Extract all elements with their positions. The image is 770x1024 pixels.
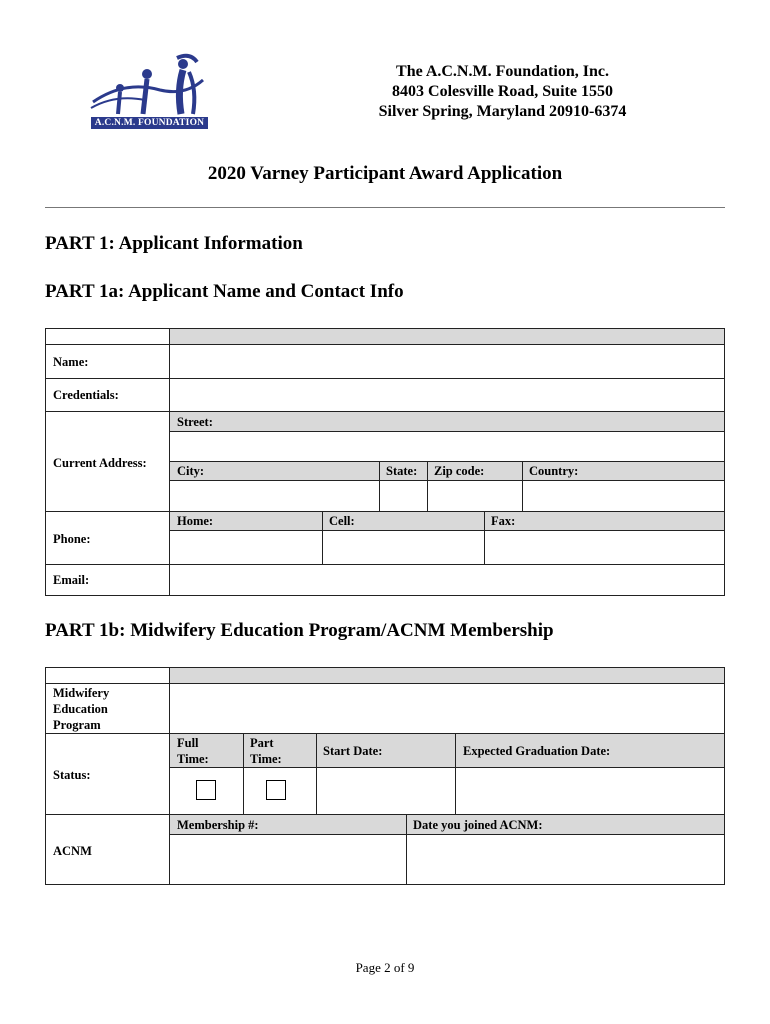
street-field[interactable]	[171, 433, 723, 460]
name-field[interactable]	[171, 346, 723, 377]
program-label-line1: Midwifery	[53, 686, 110, 700]
org-name: The A.C.N.M. Foundation, Inc.	[396, 63, 609, 80]
phone-header-shade	[170, 512, 725, 530]
city-field[interactable]	[171, 482, 378, 510]
start-date-label: Start Date:	[323, 744, 383, 758]
org-address-block	[330, 62, 675, 122]
page-title: 2020 Varney Participant Award Application	[207, 163, 563, 184]
acnm-label: ACNM	[53, 844, 92, 858]
phone-label: Phone:	[53, 532, 91, 546]
full-time-checkbox[interactable]	[196, 780, 216, 800]
full-time-label-line1: Full	[177, 736, 199, 750]
state-label: State:	[386, 464, 418, 478]
email-field[interactable]	[171, 566, 723, 594]
state-field[interactable]	[381, 482, 426, 510]
grad-date-field[interactable]	[457, 769, 723, 813]
cell-phone-field[interactable]	[324, 532, 483, 563]
date-joined-field[interactable]	[408, 836, 723, 883]
credentials-label: Credentials:	[53, 388, 119, 402]
full-time-label-line2: Time:	[177, 752, 209, 766]
name-label: Name:	[53, 355, 89, 369]
foundation-logo	[85, 50, 210, 132]
membership-field[interactable]	[171, 836, 405, 883]
zip-field[interactable]	[429, 482, 521, 510]
part-time-label-line2: Time:	[250, 752, 282, 766]
start-date-field[interactable]	[318, 769, 454, 813]
home-phone-field[interactable]	[171, 532, 321, 563]
part-time-label	[250, 735, 282, 767]
table2-header-shade	[170, 667, 725, 683]
program-label-line3: Program	[53, 718, 101, 732]
full-time-label	[177, 735, 209, 767]
zip-label: Zip code:	[434, 464, 485, 478]
part-time-label-line1: Part	[250, 736, 274, 750]
street-header-shade	[170, 412, 725, 431]
org-address-line1: 8403 Colesville Road, Suite 1550	[392, 83, 613, 100]
grad-date-label: Expected Graduation Date:	[463, 744, 611, 758]
date-joined-label: Date you joined ACNM:	[413, 818, 543, 832]
status-label: Status:	[53, 768, 91, 782]
part1-heading: PART 1: Applicant Information	[45, 233, 303, 254]
cell-phone-label: Cell:	[329, 514, 355, 528]
title-divider	[45, 207, 725, 208]
org-address-line2: Silver Spring, Maryland 20910-6374	[378, 103, 627, 120]
fax-label: Fax:	[491, 514, 516, 528]
part-time-checkbox[interactable]	[266, 780, 286, 800]
table1-header-shade	[170, 328, 725, 344]
city-label: City:	[177, 464, 205, 478]
program-label-line2: Education	[53, 702, 108, 716]
credentials-field[interactable]	[171, 380, 723, 410]
fax-field[interactable]	[486, 532, 723, 563]
page-number: Page 2 of 9	[355, 960, 415, 975]
current-address-label: Current Address:	[53, 456, 147, 470]
logo-text: A.C.N.M. FOUNDATION	[91, 117, 208, 129]
program-label	[53, 685, 109, 733]
program-field[interactable]	[171, 685, 723, 732]
country-label: Country:	[529, 464, 579, 478]
street-label: Street:	[177, 415, 213, 429]
part1b-heading: PART 1b: Midwifery Education Program/ACNM Membership	[45, 620, 554, 641]
country-field[interactable]	[524, 482, 723, 510]
logo-figures-icon	[85, 50, 210, 120]
email-label: Email:	[53, 573, 90, 587]
part1a-heading: PART 1a: Applicant Name and Contact Info	[45, 281, 404, 302]
home-phone-label: Home:	[177, 514, 214, 528]
membership-label: Membership #:	[177, 818, 259, 832]
